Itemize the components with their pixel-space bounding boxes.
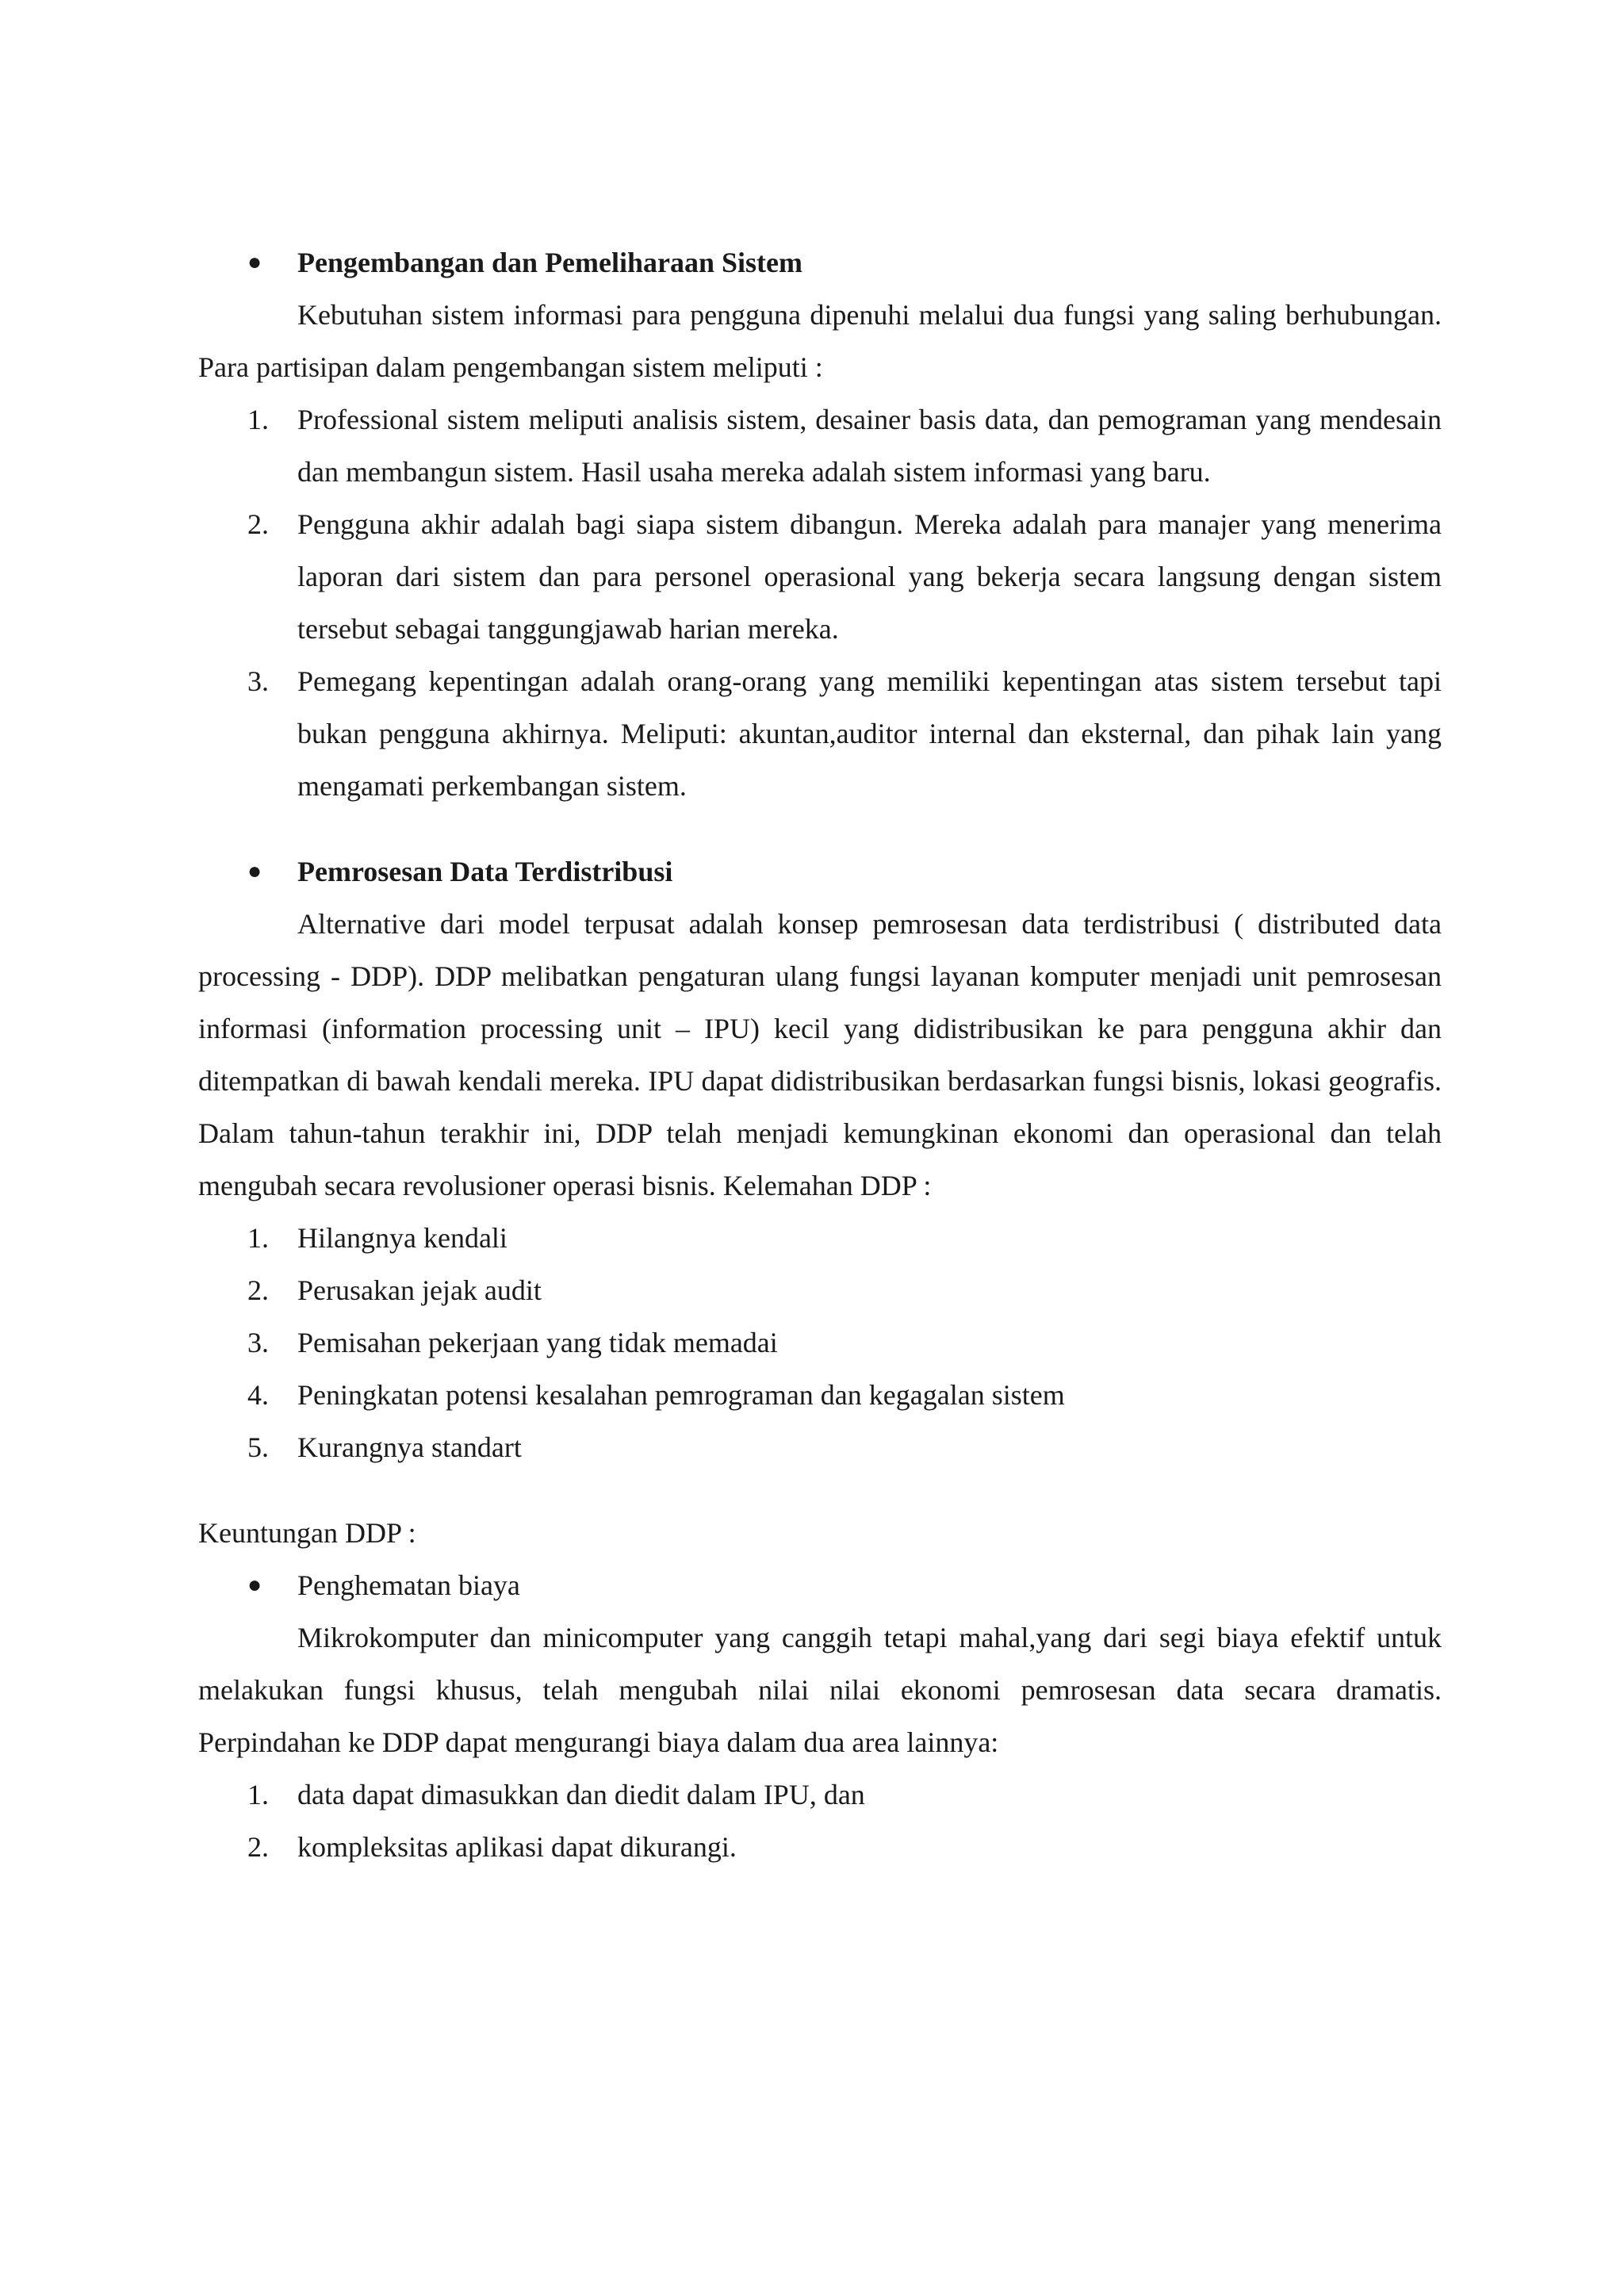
list-item-text: Pengguna akhir adalah bagi siapa sistem dibangun. Mereka adalah para manajer yang menerima laporan dari sistem dan para personel operasional yang bekerja secara langsung dengan sistem tersebut sebagai tanggungjawab harian mereka. [297, 508, 1442, 645]
list-item-text: Peningkatan potensi kesalahan pemrograman dan kegagalan sistem [297, 1379, 1065, 1411]
list-item [198, 1212, 1442, 1264]
numbered-list [198, 1768, 1442, 1873]
list-item [198, 1369, 1442, 1421]
list-item [198, 1421, 1442, 1473]
numbered-list [198, 1212, 1442, 1473]
list-number: 5. [247, 1431, 269, 1463]
document-page [198, 236, 1442, 1873]
list-item-text: Hilangnya kendali [297, 1222, 508, 1254]
list-number: 3. [247, 1327, 269, 1358]
heading-text: Pemrosesan Data Terdistribusi [297, 856, 673, 887]
list-number: 4. [247, 1379, 269, 1411]
paragraph: Kebutuhan sistem informasi para pengguna dipenuhi melalui dua fungsi yang saling berhubungan. Para partisipan dalam pengembangan sistem meliputi : [198, 299, 1442, 383]
bullet-icon: ● [247, 249, 262, 275]
list-item-text: Pemegang kepentingan adalah orang-orang yang memiliki kepentingan atas sistem tersebut tapi bukan pengguna akhirnya. Meliputi: akuntan,auditor internal dan eksternal, dan pihak lain yang mengamati perkembangan sistem. [297, 665, 1442, 802]
list-number: 3. [247, 665, 269, 697]
list-number: 2. [247, 508, 269, 540]
heading-text: Penghematan biaya [297, 1569, 520, 1601]
list-number: 2. [247, 1831, 269, 1863]
list-number: 2. [247, 1274, 269, 1306]
list-item [198, 393, 1442, 498]
section-heading [198, 845, 1442, 898]
list-item-text: Professional sistem meliputi analisis sistem, desainer basis data, dan pemograman yang mendesain dan membangun sistem. Hasil usaha mereka adalah sistem informasi yang baru. [297, 404, 1442, 488]
list-number: 1. [247, 1779, 269, 1810]
bullet-icon: ● [247, 1572, 262, 1598]
list-item-text: Pemisahan pekerjaan yang tidak memadai [297, 1327, 778, 1358]
bullet-icon: ● [247, 858, 262, 884]
list-item-text: kompleksitas aplikasi dapat dikurangi. [297, 1831, 737, 1863]
paragraph: Mikrokomputer dan minicomputer yang canggih tetapi mahal,yang dari segi biaya efektif untuk melakukan fungsi khusus, telah mengubah nilai nilai ekonomi pemrosesan data secara dramatis. Perpindahan ke DDP dapat mengurangi biaya dalam dua area lainnya: [198, 1622, 1442, 1758]
list-item-text: Kurangnya standart [297, 1431, 522, 1463]
subsection-label: Keuntungan DDP : [198, 1517, 416, 1549]
list-item [198, 1821, 1442, 1873]
list-item-text: Perusakan jejak audit [297, 1274, 542, 1306]
list-item [198, 498, 1442, 655]
numbered-list [198, 393, 1442, 812]
list-number: 1. [247, 404, 269, 435]
section-heading [198, 1559, 1442, 1611]
paragraph: Alternative dari model terpusat adalah konsep pemrosesan data terdistribusi ( distributed data processing - DDP). DDP melibatkan pengaturan ulang fungsi layanan komputer menjadi unit pemrosesan informasi (information processing unit – IPU) kecil yang didistribusikan ke para pengguna akhir dan ditempatkan di bawah kendali mereka. IPU dapat didistribusikan berdasarkan fungsi bisnis, lokasi geografis. Dalam tahun-tahun terakhir ini, DDP telah menjadi kemungkinan ekonomi dan operasional dan telah mengubah secara revolusioner operasi bisnis. Kelemahan DDP : [198, 908, 1442, 1201]
list-item [198, 655, 1442, 812]
list-item [198, 1768, 1442, 1821]
section-heading [198, 236, 1442, 289]
list-item [198, 1316, 1442, 1369]
list-item-text: data dapat dimasukkan dan diedit dalam IPU, dan [297, 1779, 865, 1810]
list-number: 1. [247, 1222, 269, 1254]
list-item [198, 1264, 1442, 1316]
heading-text: Pengembangan dan Pemeliharaan Sistem [297, 247, 803, 278]
